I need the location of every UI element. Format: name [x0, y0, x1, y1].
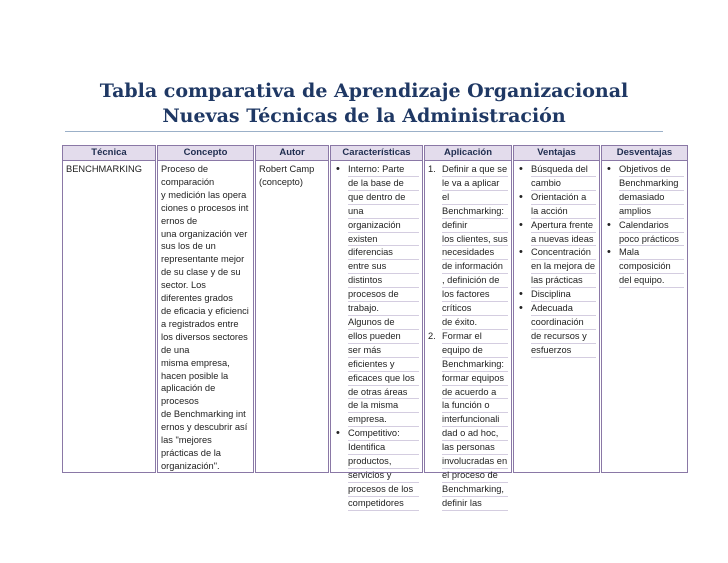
column-tecnica: [62, 145, 156, 473]
caracteristica-line: distintos: [348, 274, 419, 288]
ventaja-line: cambio: [531, 177, 596, 191]
caracteristica-line: existen: [348, 233, 419, 247]
aplicacion-line: Benchmarking:: [442, 358, 508, 372]
concepto-line: organización".: [161, 460, 220, 471]
concepto-line: ernos de: [161, 215, 198, 226]
caracteristica-line: ser más: [348, 344, 419, 358]
aplicacion-line: críticos: [442, 302, 508, 316]
aplicacion-line: Formar el: [442, 330, 508, 344]
aplicacion-line: definir las: [442, 497, 508, 511]
ventaja-line: Adecuada: [531, 302, 596, 316]
aplicacion-line: los factores: [442, 288, 508, 302]
aplicacion-line: Benchmarking,: [442, 483, 508, 497]
concepto-line: a registrados entre: [161, 318, 239, 329]
caracteristica-line: una: [348, 205, 419, 219]
tecnica-value: BENCHMARKING: [66, 164, 142, 174]
concepto-line: aplicación de: [161, 383, 216, 394]
concepto-line: sector. Los: [161, 280, 206, 291]
concepto-line: procesos: [161, 396, 199, 407]
aplicacion-line: formar equipos: [442, 372, 508, 386]
column-aplicacion: [424, 145, 512, 508]
concepto-line: los diversos sectores: [161, 331, 248, 342]
desventaja-item: [605, 219, 684, 247]
caracteristica-line: servicios y: [348, 469, 419, 483]
step-number: 2.: [428, 330, 436, 341]
header-aplicacion: Aplicación: [425, 146, 511, 161]
aplicacion-line: necesidades: [442, 246, 508, 260]
aplicacion-line: Definir a que se: [442, 163, 508, 177]
caracteristica-line: eficientes y: [348, 358, 419, 372]
ventaja-line: las prácticas: [531, 274, 596, 288]
desventaja-item: [605, 163, 684, 219]
aplicacion-line: las personas: [442, 441, 508, 455]
aplicacion-line: le va a aplicar: [442, 177, 508, 191]
caracteristica-line: ellos pueden: [348, 330, 419, 344]
bullet-icon: •: [336, 163, 340, 175]
bullet-icon: •: [519, 190, 523, 203]
aplicacion-line: de acuerdo a: [442, 386, 508, 400]
concepto-line: misma empresa,: [161, 357, 230, 368]
desventaja-item: [605, 246, 684, 288]
ventaja-item: [517, 163, 596, 191]
ventaja-line: Concentración: [531, 246, 596, 260]
ventaja-item: [517, 302, 596, 358]
caracteristica-item: [334, 427, 419, 510]
concepto-line: de Benchmarking int: [161, 409, 246, 420]
caracteristica-line: de otras áreas: [348, 386, 419, 400]
column-caracteristicas: [330, 145, 423, 508]
ventaja-line: a nuevas ideas: [531, 233, 596, 247]
caracteristica-line: organización: [348, 219, 419, 233]
desventaja-line: Mala: [619, 246, 684, 260]
desventaja-line: amplios: [619, 205, 684, 219]
aplicacion-line: los clientes, sus: [442, 233, 508, 247]
aplicacion-line: dad o ad hoc,: [442, 427, 508, 441]
desventaja-line: poco prácticos: [619, 233, 684, 247]
concepto-line: Proceso de: [161, 164, 209, 174]
concepto-line: de una: [161, 344, 190, 355]
aplicacion-line: de información: [442, 260, 508, 274]
desventaja-line: demasiado: [619, 191, 684, 205]
title-divider: [65, 131, 663, 132]
ventaja-line: Apertura frente: [531, 219, 596, 233]
desventaja-line: del equipo.: [619, 274, 684, 288]
concepto-line: sus los de un: [161, 241, 216, 252]
desventaja-line: Calendarios: [619, 219, 684, 233]
column-concepto: [157, 145, 254, 473]
autor-line: Robert Camp: [259, 164, 315, 174]
caracteristica-line: procesos de los: [348, 483, 419, 497]
ventaja-line: esfuerzos: [531, 344, 596, 358]
column-ventajas: [513, 145, 600, 473]
document-title-line1: Tabla comparativa de Aprendizaje Organizacional: [99, 80, 629, 102]
caracteristica-line: de la base de: [348, 177, 419, 191]
concepto-line: de eficacia y eficienci: [161, 305, 249, 316]
aplicacion-line: el: [442, 191, 508, 205]
caracteristica-line: Identifica: [348, 441, 419, 455]
desventaja-line: Objetivos de: [619, 163, 684, 177]
concepto-line: ernos y descubrir así: [161, 422, 248, 433]
concepto-line: hacen posible la: [161, 370, 229, 381]
ventaja-item: [517, 191, 596, 219]
bullet-icon: •: [519, 246, 523, 259]
aplicacion-line: definir: [442, 219, 508, 233]
header-tecnica: Técnica: [63, 146, 155, 161]
aplicacion-line: Benchmarking:: [442, 205, 508, 219]
bullet-icon: •: [519, 218, 523, 231]
aplicacion-line: equipo de: [442, 344, 508, 358]
ventaja-line: de recursos y: [531, 330, 596, 344]
ventaja-line: Búsqueda del: [531, 163, 596, 177]
step-number: 1.: [428, 164, 436, 174]
desventaja-line: composición: [619, 260, 684, 274]
comparison-table: [62, 145, 687, 508]
aplicacion-line: el proceso de: [442, 469, 508, 483]
ventaja-item: [517, 288, 596, 302]
aplicacion-line: de éxito.: [442, 316, 508, 330]
concepto-line: ciones o procesos int: [161, 202, 249, 213]
caracteristica-line: entre sus: [348, 260, 419, 274]
bullet-icon: •: [336, 427, 340, 440]
ventaja-line: en la mejora de: [531, 260, 596, 274]
ventaja-line: la acción: [531, 205, 596, 219]
header-concepto: Concepto: [158, 146, 253, 161]
ventaja-line: coordinación: [531, 316, 596, 330]
caracteristica-line: diferencias: [348, 246, 419, 260]
caracteristica-line: de la misma: [348, 399, 419, 413]
bullet-icon: •: [607, 246, 611, 259]
caracteristica-line: que dentro de: [348, 191, 419, 205]
aplicacion-line: interfuncionali: [442, 413, 508, 427]
desventaja-line: Benchmarking: [619, 177, 684, 191]
caracteristica-line: Algunos de: [348, 316, 419, 330]
concepto-line: representante mejor: [161, 254, 245, 265]
caracteristica-line: competidores: [348, 497, 419, 511]
concepto-line: de su clase y de su: [161, 267, 241, 278]
concepto-line: y medición las opera: [161, 189, 247, 200]
caracteristica-line: Interno: Parte: [348, 163, 419, 177]
header-ventajas: Ventajas: [514, 146, 599, 161]
concepto-line: prácticas de la: [161, 447, 221, 458]
header-caracteristicas: Características: [331, 146, 422, 161]
aplicacion-line: la función o: [442, 399, 508, 413]
concepto-line: las "mejores: [161, 435, 212, 446]
bullet-icon: •: [607, 163, 611, 175]
aplicacion-step: [428, 163, 508, 330]
ventaja-item: [517, 219, 596, 247]
bullet-icon: •: [519, 288, 523, 301]
caracteristica-line: trabajo.: [348, 302, 419, 316]
aplicacion-line: , definición de: [442, 274, 508, 288]
ventaja-line: Disciplina: [531, 288, 596, 302]
caracteristica-line: Competitivo:: [348, 427, 419, 441]
header-autor: Autor: [256, 146, 328, 161]
column-desventajas: [601, 145, 688, 473]
bullet-icon: •: [519, 302, 523, 315]
column-autor: [255, 145, 329, 473]
ventaja-line: Orientación a: [531, 191, 596, 205]
caracteristica-line: procesos de: [348, 288, 419, 302]
header-desventajas: Desventajas: [602, 146, 687, 161]
caracteristica-line: productos,: [348, 455, 419, 469]
bullet-icon: •: [607, 218, 611, 231]
document-title-line2: Nuevas Técnicas de la Administración: [162, 105, 566, 127]
concepto-line: diferentes grados: [161, 293, 233, 304]
aplicacion-line: involucradas en: [442, 455, 508, 469]
caracteristica-item: [334, 163, 419, 427]
aplicacion-step: [428, 330, 508, 511]
concepto-line: comparación: [161, 176, 215, 187]
caracteristica-line: eficaces que los: [348, 372, 419, 386]
ventaja-item: [517, 246, 596, 288]
concepto-line: una organización ver: [161, 228, 248, 239]
bullet-icon: •: [519, 163, 523, 175]
autor-line: (concepto): [259, 176, 303, 187]
caracteristica-line: empresa.: [348, 413, 419, 427]
